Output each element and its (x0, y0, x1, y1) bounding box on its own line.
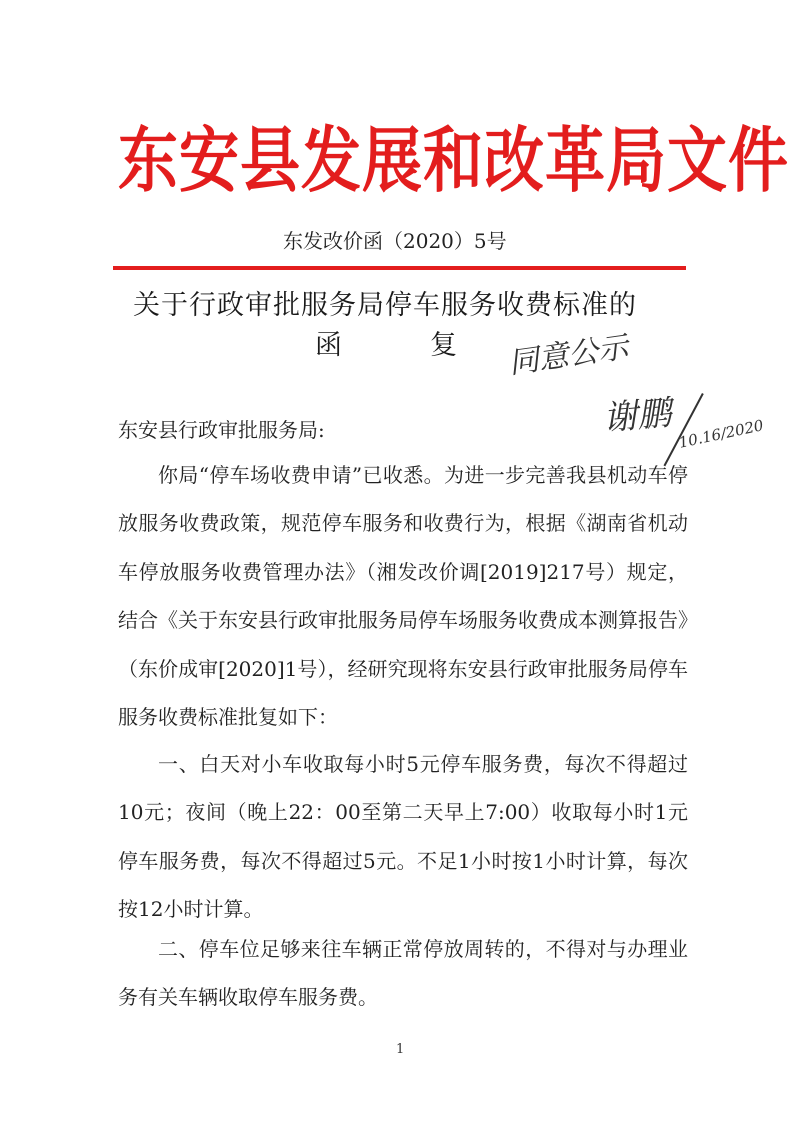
document-number: 东发改价函（2020）5号 (283, 229, 507, 253)
red-divider-line (113, 266, 686, 270)
body-paragraph-3: 二、停车位足够来往车辆正常停放周转的，不得对与办理业务有关车辆收取停车服务费。 (118, 937, 688, 1010)
body-paragraph-1: 你局“停车场收费申请”已收悉。为进一步完善我县机动车停放服务收费政策，规范停车服务和收费行为，根据《湖南省机动车停放服务收费管理办法》（湘发改价调[2019]217号）规定，结合《关于东安县行政审批服务局停车场服务收费成本测算报告》（东价成审[2020]1号），经研究现将东安县行政审批服务局停车服务收费标准批复如下： (118, 463, 688, 730)
addressee: 东安县行政审批服务局: (118, 418, 325, 442)
document-title-line-1: 关于行政审批服务局停车服务收费标准的 (133, 290, 637, 321)
document-title-line-2-char-1: 函 (315, 330, 343, 361)
handwritten-date: 10.16/2020 (677, 416, 766, 452)
handwritten-approval-note: 同意公示 (506, 329, 631, 382)
page-number: 1 (396, 1042, 405, 1057)
body-paragraph-2: 一、白天对小车收取每小时5元停车服务费，每次不得超过10元；夜间（晚上22：00至第二天早上7:00）收取每小时1元停车服务费，每次不得超过5元。不足1小时按1小时计算，每次按12小时计算。 (118, 752, 688, 922)
handwritten-signature: 谢鹏 (601, 393, 673, 439)
document-header-title: 东安县发展和改革局文件 (118, 120, 789, 203)
document-title-line-2-char-2: 复 (430, 330, 458, 361)
